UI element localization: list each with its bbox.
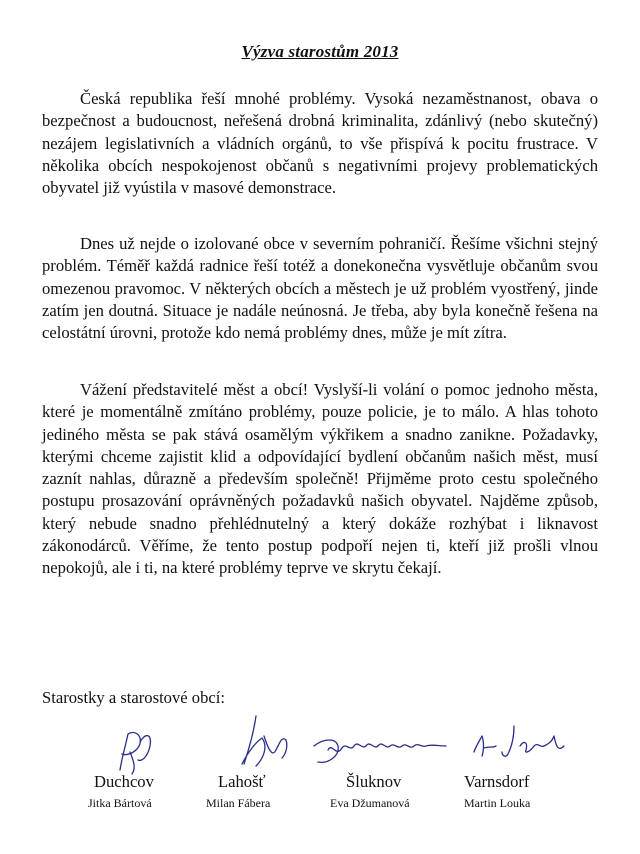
signatory-name: Milan Fábera xyxy=(206,796,271,810)
signatory-town: Šluknov xyxy=(346,772,402,791)
signatory-name: Martin Louka xyxy=(464,796,531,810)
paragraph-2: Dnes už nejde o izolované obce v severním pohraničí. Řešíme všichni stejný problém. Téměř každá radnice řeší totéž a donekonečna vysvětluje občanům svou omezenou pravomoc. V některých obcích a městech je už problém vyostřený, jinde zatím jen doutná. Situace je nadále neúnosná. Je třeba, aby byla konečně řešena na celostátní úrovni, protože kdo nemá problémy dnes, může je mít zítra. xyxy=(42,234,598,343)
signatory-name: Jitka Bártová xyxy=(88,796,152,810)
signers-heading: Starostky a starostové obcí: xyxy=(42,688,225,707)
signatory-town: Duchcov xyxy=(94,772,154,791)
signatory-block-sluknov xyxy=(306,712,456,822)
signatory-town: Lahošť xyxy=(218,772,266,791)
signatory-block-varnsdorf xyxy=(454,712,604,822)
signatory-name: Eva Džumanová xyxy=(330,796,410,810)
document-title: Výzva starostům 2013 xyxy=(241,42,399,61)
paragraph-1: Česká republika řeší mnohé problémy. Vysoká nezaměstnanost, obava o bezpečnost a budoucnost, neřešená drobná kriminalita, zdánlivý (nebo skutečný) nezájem legislativních a vládních orgánů, to vše přispívá k pocitu frustrace. V několika obcích nespokojenost občanů s negativními projevy problematických obyvatel již vyústila v masové demonstrace. xyxy=(42,89,598,198)
paragraph-3: Vážení představitelé měst a obcí! Vyslyší-li volání o pomoc jednoho města, které je momentálně zmítáno problémy, pouze policie, je to málo. A hlas tohoto jediného města se pak stává osamělým výkřikem a snadno zanikne. Požadavky, kterými chceme zajistit klid a odpovídající bydlení občanům našich měst, musí zaznít nahlas, důrazně a především společně! Přijměme proto cestu společného postupu prosazování oprávněných požadavků našich obyvatel. Najděme způsob, který nebude snadno přehlédnutelný a který dokáže rozhýbat i liknavost zákonodárců. Věříme, že tento postup podpoří nejen ti, kteří již prošli vlnou nepokojů, ale i ti, na které problémy teprve ve skrytu čekají. xyxy=(42,380,598,578)
signatory-town: Varnsdorf xyxy=(464,772,530,791)
